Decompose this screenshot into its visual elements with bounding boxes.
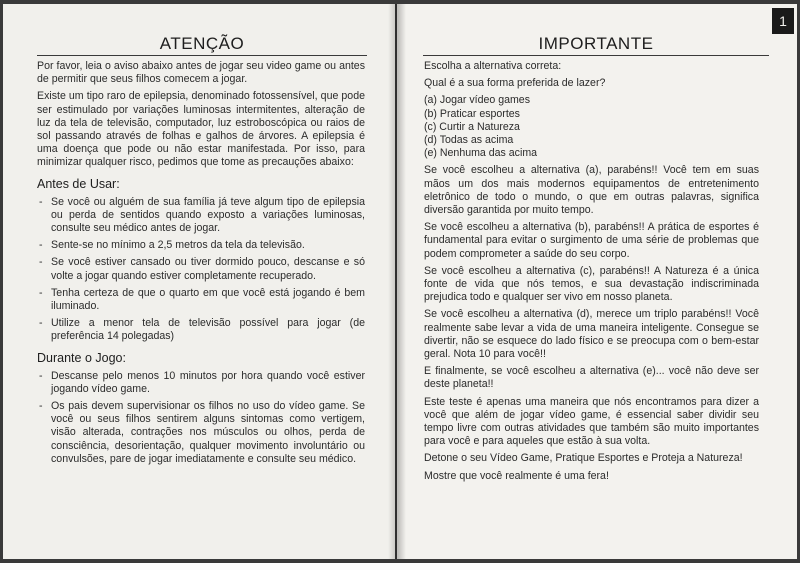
during-game-list	[37, 370, 365, 466]
left-content	[37, 60, 365, 470]
list-item: - Utilize a menor tela de televisão possível para jogar (de preferência 14 polegadas)	[37, 317, 365, 343]
answer-b-paragraph: Se você escolheu a alternativa (b), parabéns!! A prática de esportes é fundamental para evitar o surgimento de uma série de problemas que podem comprometer a saúde do seu corpo.	[424, 221, 759, 260]
option-item: (e) Nenhuma das acima	[424, 147, 538, 160]
left-title-block	[37, 34, 367, 56]
before-use-heading: Antes de Usar:	[37, 176, 120, 191]
list-item: - Tenha certeza de que o quarto em que você está jogando é bem iluminado.	[37, 287, 365, 313]
right-title-block	[423, 34, 769, 56]
conclusion-paragraph: Este teste é apenas uma maneira que nós encontramos para dizer a você que além de jogar vídeo game, é essencial saber dividir seu tempo livre com outras atividades que também são muito importantes para você e para aqueles que estão à sua volta.	[424, 395, 759, 448]
option-item: (d) Todas as acima	[424, 134, 514, 147]
page-title-atencao: ATENÇÃO	[159, 34, 245, 53]
closing-text: Mostre que você realmente é uma fera!	[424, 469, 609, 482]
list-item: - Os pais devem supervisionar os filhos no uso do vídeo game. Se você ou seus filhos sentirem alguns sintomas como vertigem, visão alterada, contrações nos músculos ou olhos, perda de consciência, desorientação, qualquer movimento involuntário ou convulsões, pare de jogar imediatamente e consulte seu médico.	[37, 400, 365, 466]
title-rule	[423, 55, 769, 56]
list-item: - Descanse pelo menos 10 minutos por hora quando você estiver jogando vídeo game.	[37, 370, 365, 396]
option-item: (a) Jogar vídeo games	[424, 94, 530, 107]
options-list	[424, 94, 759, 160]
slogan-text: Detone o seu Vídeo Game, Pratique Esportes e Proteja a Natureza!	[424, 452, 743, 465]
intro-paragraph: Por favor, leia o aviso abaixo antes de jogar seu video game ou antes de permitir que seus filhos comecem a jogar.	[37, 60, 365, 86]
before-use-list	[37, 196, 365, 344]
list-item: - Sente-se no mínimo a 2,5 metros da tela da televisão.	[37, 239, 365, 252]
answer-d-paragraph: Se você escolheu a alternativa (d), merece um triplo parabéns!! Você realmente sabe levar a vida de uma maneira inteligente. Consegue se divertir, não se esquece do lado físico e se preocupa com o bem-estar geral. Nota 10 para você!!	[424, 308, 759, 361]
question-text: Qual é a sua forma preferida de lazer?	[424, 77, 606, 90]
prompt-text: Escolha a alternativa correta:	[424, 60, 562, 72]
title-rule	[37, 55, 367, 56]
page-title-importante: IMPORTANTE	[538, 34, 654, 53]
right-content	[424, 60, 759, 487]
page-tab-number: 1	[772, 8, 794, 34]
during-game-heading: Durante o Jogo:	[37, 350, 126, 365]
list-item: - Se você ou alguém de sua família já teve algum tipo de epilepsia ou perda de sentidos quando exposto a variações luminosas, consulte seu médico antes de jogar.	[37, 196, 365, 236]
right-page	[397, 4, 797, 559]
answer-a-paragraph: Se você escolheu a alternativa (a), parabéns!! Você tem em suas mãos um dos mais modernos equipamentos de entretenimento eletrônico de todo o mundo, o que em outras palavras, significa diversão garantida por muito tempo.	[424, 164, 759, 217]
epilepsy-paragraph: Existe um tipo raro de epilepsia, denominado fotossensível, que pode ser estimulado por variações luminosas intermitentes, alteração de luz da tela de televisão, computador, luz estroboscópica ou raios de sol passando através de folhas e galhos de árvores. A epilepsia é uma doença que pode ou não estar manifestada. Por isso, para minimizar qualquer risco, pedimos que tome as precauções abaixo:	[37, 90, 365, 169]
answer-c-paragraph: Se você escolheu a alternativa (c), parabéns!! A Natureza é a única fonte de vida que nós temos, e sua devastação indiscriminada prejudica todo e qualquer ser vivo em nosso planeta.	[424, 264, 759, 304]
option-item: (c) Curtir a Natureza	[424, 120, 520, 133]
list-item: - Se você estiver cansado ou tiver dormido pouco, descanse e só volte a jogar quando estiver completamente recuperado.	[37, 256, 365, 282]
option-item: (b) Praticar esportes	[424, 107, 520, 120]
left-page	[3, 4, 395, 559]
answer-e-paragraph: E finalmente, se você escolheu a alternativa (e)... você não deve ser deste planeta!!	[424, 365, 759, 391]
